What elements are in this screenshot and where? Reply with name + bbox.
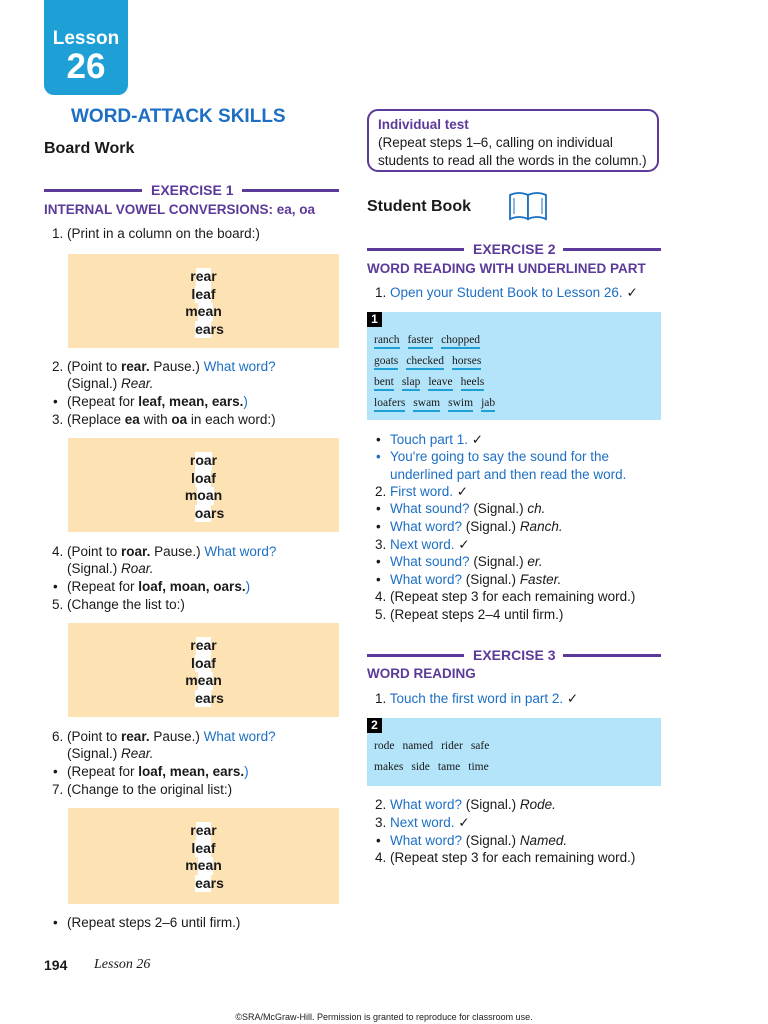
exercise3-subtitle: WORD READING xyxy=(367,666,476,681)
individual-test-box xyxy=(367,109,659,172)
exercise1-bullet6: • (Repeat for loaf, mean, ears.) xyxy=(67,763,249,781)
exercise1-bullet2: • (Repeat for leaf, mean, ears.) xyxy=(67,393,248,411)
exercise1-step3: 3. (Replace ea with oa in each word:) xyxy=(52,412,276,427)
student-book-part2 xyxy=(367,718,661,786)
lesson-label: Lesson xyxy=(52,28,120,49)
word-row: mean xyxy=(185,672,222,688)
student-book-part1 xyxy=(367,312,661,420)
section-title: WORD-ATTACK SKILLS xyxy=(71,106,286,127)
exercise2-label: EXERCISE 2 xyxy=(473,241,556,257)
lesson-tab xyxy=(44,0,128,95)
exercise2-bullet2: • You're going to say the sound for the underlined part and then read the word. xyxy=(390,448,626,483)
exercise3-step4: 4. (Repeat step 3 for each remaining word.) xyxy=(375,850,636,865)
open-book-icon xyxy=(508,188,548,227)
word-row: loaf xyxy=(191,469,216,486)
footer-lesson: Lesson 26 xyxy=(94,957,151,972)
word-row: ears xyxy=(195,320,224,337)
exercise1-step1: 1. (Print in a column on the board:) xyxy=(52,226,260,241)
word-row: roar xyxy=(189,452,218,468)
exercise2-step4: 4. (Repeat step 3 for each remaining word.) xyxy=(375,589,636,604)
lesson-number: 26 xyxy=(66,47,106,86)
word-row: ears xyxy=(195,689,224,706)
word-list-row: ranch faster chopped xyxy=(374,334,481,346)
exercise2-step5: 5. (Repeat steps 2–4 until firm.) xyxy=(375,607,564,622)
part-number-tag: 2 xyxy=(367,718,382,733)
word-row: ears xyxy=(195,874,224,891)
individual-test-text: (Repeat steps 1–6, calling on individual students to read all the words in the column.) xyxy=(378,135,647,168)
exercise1-step6: 6. (Point to rear. Pause.) What word? xyxy=(52,729,276,744)
word-row: mean xyxy=(185,857,222,873)
exercise1-final-bullet: • (Repeat steps 2–6 until firm.) xyxy=(67,914,240,932)
exercise1-step6-signal: (Signal.) Rear. xyxy=(67,746,154,761)
exercise2-bullet1: • Touch part 1. ✓ xyxy=(390,431,483,449)
exercise3-header xyxy=(367,647,661,663)
word-row: rear xyxy=(190,268,217,284)
exercise2-step1: 1. Open your Student Book to Lesson 26. ✓ xyxy=(375,285,638,300)
word-list-row: rode named rider safe xyxy=(374,740,490,752)
part-number-tag: 1 xyxy=(367,312,382,327)
word-row: rear xyxy=(190,637,217,653)
exercise1-subtitle: INTERNAL VOWEL CONVERSIONS: ea, oa xyxy=(44,202,316,217)
exercise3-step3: 3. Next word. ✓ xyxy=(375,815,470,830)
word-row: mean xyxy=(185,303,222,319)
word-box-3 xyxy=(68,623,339,717)
word-row: rear xyxy=(190,822,217,838)
board-work-heading: Board Work xyxy=(44,140,135,157)
word-box-2 xyxy=(68,438,339,532)
word-list-row: goats checked horses xyxy=(374,355,482,367)
exercise1-header xyxy=(44,182,339,198)
word-row: oars xyxy=(194,504,225,521)
word-row: leaf xyxy=(191,839,216,856)
word-list-row: bent slap leave heels xyxy=(374,376,485,388)
individual-test-title: Individual test xyxy=(378,117,469,132)
exercise1-step4: 4. (Point to roar. Pause.) What word? xyxy=(52,544,277,559)
exercise1-label: EXERCISE 1 xyxy=(151,182,234,198)
exercise3-step2: 2. What word? (Signal.) Rode. xyxy=(375,797,556,812)
word-row: loaf xyxy=(191,654,216,671)
word-box-4 xyxy=(68,808,339,904)
exercise3-label: EXERCISE 3 xyxy=(473,647,556,663)
exercise1-bullet4: • (Repeat for loaf, moan, oars.) xyxy=(67,578,250,596)
exercise1-step2-signal: (Signal.) Rear. xyxy=(67,376,154,391)
exercise2-bullet5: • What sound? (Signal.) er. xyxy=(390,553,543,571)
word-row: leaf xyxy=(191,285,216,302)
exercise2-step2: 2. First word. ✓ xyxy=(375,484,469,499)
student-book-heading: Student Book xyxy=(367,198,471,215)
exercise2-step3: 3. Next word. ✓ xyxy=(375,537,470,552)
exercise1-step5: 5. (Change the list to:) xyxy=(52,597,185,612)
copyright-notice: ©SRA/McGraw-Hill. Permission is granted to reproduce for classroom use. xyxy=(235,1012,533,1022)
exercise1-step7: 7. (Change to the original list:) xyxy=(52,782,233,797)
exercise2-bullet6: • What word? (Signal.) Faster. xyxy=(390,571,561,589)
word-list-row: loafers swam swim jab xyxy=(374,397,496,409)
exercise3-step1: 1. Touch the first word in part 2. ✓ xyxy=(375,691,579,706)
exercise2-subtitle: WORD READING WITH UNDERLINED PART xyxy=(367,261,646,276)
word-list-row: makes side tame time xyxy=(374,761,489,773)
word-box-1 xyxy=(68,254,339,348)
exercise1-step2: 2. (Point to rear. Pause.) What word? xyxy=(52,359,276,374)
exercise2-header xyxy=(367,241,661,257)
word-row: moan xyxy=(184,487,223,503)
exercise2-bullet4: • What word? (Signal.) Ranch. xyxy=(390,518,563,536)
exercise1-step4-signal: (Signal.) Roar. xyxy=(67,561,154,576)
exercise2-bullet3: • What sound? (Signal.) ch. xyxy=(390,500,545,518)
page-number: 194 xyxy=(44,957,68,973)
exercise3-bullet1: • What word? (Signal.) Named. xyxy=(390,832,567,850)
